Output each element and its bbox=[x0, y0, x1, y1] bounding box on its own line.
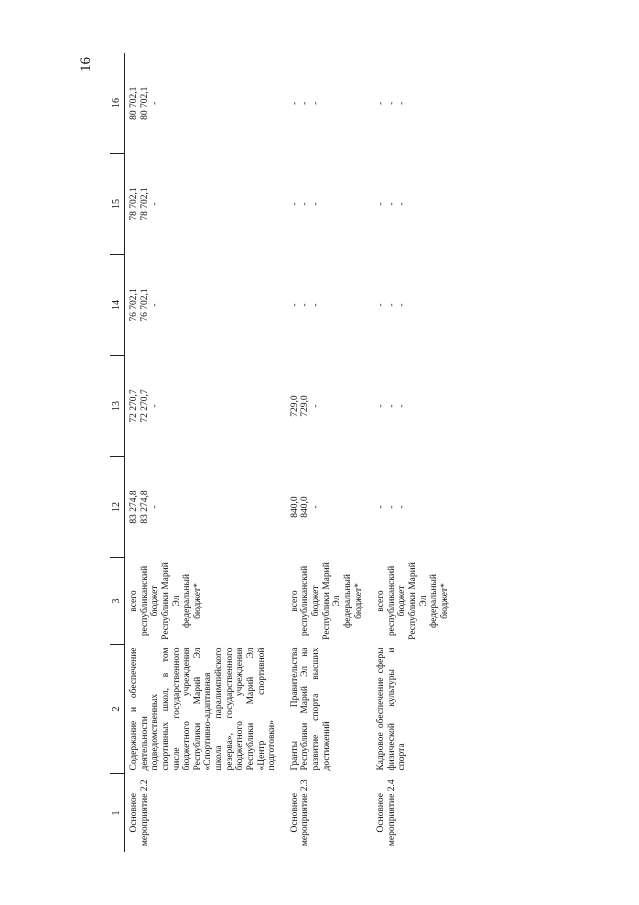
value: - bbox=[386, 404, 397, 408]
column-header: 16 bbox=[110, 53, 125, 154]
event-cell: Основное мероприятие 2.4 bbox=[376, 779, 397, 847]
source-total: всего bbox=[289, 590, 300, 612]
value: 72 270,7 bbox=[139, 389, 150, 423]
value: - bbox=[397, 505, 408, 509]
column-header: 13 bbox=[110, 356, 125, 457]
source-republican: республиканский бюджет Республики Марий Эл bbox=[139, 562, 182, 640]
value: 78 702,1 bbox=[139, 187, 150, 221]
value: - bbox=[397, 303, 408, 307]
table-row bbox=[372, 53, 458, 852]
value-cell bbox=[372, 457, 458, 558]
value: 72 270,7 bbox=[129, 389, 139, 423]
value-cell bbox=[372, 255, 458, 356]
value: - bbox=[397, 202, 408, 206]
value: - bbox=[386, 202, 397, 206]
value: - bbox=[311, 202, 321, 206]
value: 78 702,1 bbox=[129, 187, 139, 221]
value: 76 702,1 bbox=[139, 288, 150, 322]
column-header: 3 bbox=[110, 558, 125, 645]
value: 840,0 bbox=[289, 496, 300, 518]
value: - bbox=[150, 303, 161, 307]
value-cell bbox=[125, 457, 286, 558]
page-number: 16 bbox=[78, 57, 94, 72]
rotated-table-sheet bbox=[110, 62, 570, 852]
value: - bbox=[289, 303, 300, 307]
value-cell bbox=[372, 53, 458, 154]
value-cell bbox=[286, 457, 372, 558]
value: - bbox=[376, 202, 387, 206]
column-header: 2 bbox=[110, 645, 125, 774]
sources-cell bbox=[286, 558, 372, 645]
value: 83 274,8 bbox=[129, 490, 139, 524]
value: - bbox=[311, 101, 321, 105]
value: - bbox=[397, 404, 408, 408]
description-cell: Гранты Правительства Республики Марий Эл на развитие спорта высших достижений bbox=[289, 647, 332, 771]
value: - bbox=[386, 505, 397, 509]
source-federal: федеральный бюджет* bbox=[429, 574, 450, 628]
column-header: 14 bbox=[110, 255, 125, 356]
column-header: 15 bbox=[110, 154, 125, 255]
value-cell bbox=[286, 154, 372, 255]
value: 729,0 bbox=[300, 395, 311, 417]
value-cell bbox=[372, 154, 458, 255]
value: - bbox=[311, 404, 321, 408]
value-cell bbox=[286, 356, 372, 457]
value: - bbox=[150, 505, 161, 509]
event-cell: Основное мероприятие 2.3 bbox=[289, 779, 311, 847]
budget-table bbox=[110, 53, 459, 852]
value: - bbox=[289, 101, 300, 105]
value: - bbox=[311, 303, 321, 307]
value: - bbox=[311, 505, 321, 509]
value: - bbox=[376, 505, 387, 509]
column-header: 12 bbox=[110, 457, 125, 558]
value: - bbox=[150, 101, 161, 105]
event-cell: Основное мероприятие 2.2 bbox=[129, 779, 150, 847]
value-cell bbox=[125, 154, 286, 255]
source-total: всего bbox=[376, 590, 387, 612]
source-republican: республиканский бюджет Республики Марий Эл bbox=[386, 562, 429, 640]
value: 76 702,1 bbox=[129, 288, 139, 322]
column-header: 1 bbox=[110, 774, 125, 853]
value-cell bbox=[125, 356, 286, 457]
value: - bbox=[300, 202, 311, 206]
value: - bbox=[150, 404, 161, 408]
table-row bbox=[286, 53, 372, 852]
value: - bbox=[150, 202, 161, 206]
value: - bbox=[397, 101, 408, 105]
value: - bbox=[386, 101, 397, 105]
value: - bbox=[289, 202, 300, 206]
value: 80 702,1 bbox=[139, 86, 150, 120]
source-federal: федеральный бюджет* bbox=[182, 574, 203, 628]
source-total: всего bbox=[129, 590, 139, 612]
column-number-row bbox=[110, 53, 125, 852]
value: 80 702,1 bbox=[129, 86, 139, 120]
value-cell bbox=[286, 53, 372, 154]
value-cell bbox=[125, 53, 286, 154]
sources-cell bbox=[372, 558, 458, 645]
source-republican: республиканский бюджет Республики Марий Эл bbox=[300, 562, 343, 640]
value: 729,0 bbox=[289, 395, 300, 417]
value: - bbox=[300, 303, 311, 307]
sources-cell bbox=[125, 558, 286, 645]
value: - bbox=[300, 101, 311, 105]
description-cell: Кадровое обеспечение сферы физической культуры и спорта bbox=[376, 647, 408, 771]
value-cell bbox=[286, 255, 372, 356]
value: - bbox=[376, 404, 387, 408]
value: - bbox=[376, 101, 387, 105]
value: - bbox=[376, 303, 387, 307]
description-cell: Содержание и обеспечение деятельности подведомственных спортивных школ, в том числе государственного бюджетного учреждения Республики Марий Эл «Спортивно-адаптивная школа паралимпийского резерва», государственного бюджетного учреждения Республики Марий Эл «Центр спортивной подготовки» bbox=[129, 647, 278, 771]
value: - bbox=[386, 303, 397, 307]
value-cell bbox=[372, 356, 458, 457]
value: 83 274,8 bbox=[139, 490, 150, 524]
value-cell bbox=[125, 255, 286, 356]
table-row bbox=[125, 53, 286, 852]
value: 840,0 bbox=[300, 496, 311, 518]
source-federal: федеральный бюджет* bbox=[342, 574, 364, 628]
